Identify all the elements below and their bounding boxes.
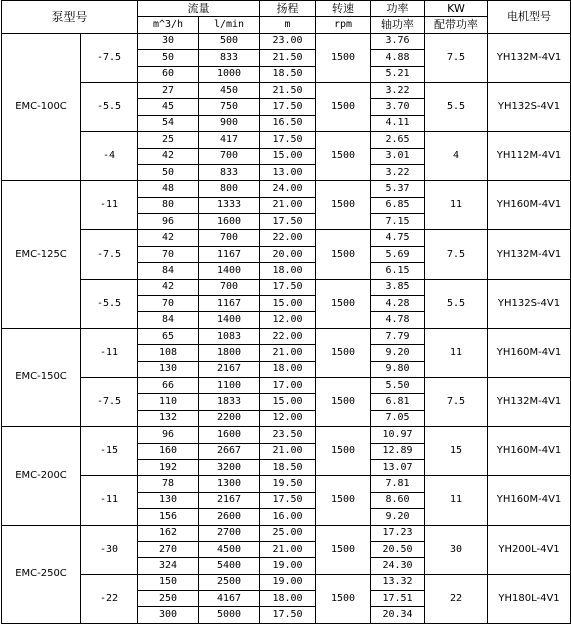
- pump-model-cell: EMC-200C: [2, 427, 81, 525]
- head-cell: 21.50: [260, 82, 316, 98]
- flow-m3h-cell: 66: [138, 377, 199, 393]
- table-row: [2, 33, 571, 49]
- flow-m3h-cell: 250: [138, 591, 199, 607]
- matched-power-cell: 5.5: [425, 82, 488, 131]
- matched-power-cell: 4: [425, 132, 488, 181]
- head-cell: 17.50: [260, 492, 316, 508]
- flow-lmin-cell: 500: [199, 33, 260, 49]
- matched-power-cell: 22: [425, 574, 488, 623]
- header-power: 功率: [371, 1, 425, 17]
- motor-model-cell: YH200L-4V1: [488, 525, 571, 574]
- head-cell: 21.50: [260, 50, 316, 66]
- flow-lmin-cell: 833: [199, 164, 260, 180]
- motor-model-cell: YH160M-4V1: [488, 328, 571, 377]
- flow-m3h-cell: 162: [138, 525, 199, 541]
- matched-power-cell: 11: [425, 476, 488, 525]
- trim-cell: -7.5: [81, 377, 138, 426]
- speed-cell: 1500: [316, 427, 371, 476]
- pump-spec-table: [1, 0, 571, 624]
- header-head-unit: m: [260, 17, 316, 33]
- speed-cell: 1500: [316, 230, 371, 279]
- head-cell: 22.00: [260, 328, 316, 344]
- shaft-power-cell: 3.22: [371, 164, 425, 180]
- head-cell: 24.00: [260, 181, 316, 197]
- speed-cell: 1500: [316, 181, 371, 230]
- header-head: 扬程: [260, 1, 316, 17]
- motor-model-cell: YH132M-4V1: [488, 33, 571, 82]
- flow-lmin-cell: 700: [199, 279, 260, 295]
- flow-m3h-cell: 27: [138, 82, 199, 98]
- shaft-power-cell: 5.37: [371, 181, 425, 197]
- shaft-power-cell: 20.50: [371, 541, 425, 557]
- speed-cell: 1500: [316, 574, 371, 623]
- head-cell: 17.50: [260, 214, 316, 230]
- flow-m3h-cell: 110: [138, 394, 199, 410]
- trim-cell: -15: [81, 427, 138, 476]
- speed-cell: 1500: [316, 132, 371, 181]
- flow-lmin-cell: 4500: [199, 541, 260, 557]
- shaft-power-cell: 9.20: [371, 509, 425, 525]
- trim-cell: -7.5: [81, 33, 138, 82]
- head-cell: 23.50: [260, 427, 316, 443]
- shaft-power-cell: 24.30: [371, 558, 425, 574]
- head-cell: 12.00: [260, 312, 316, 328]
- flow-m3h-cell: 25: [138, 132, 199, 148]
- pump-model-cell: EMC-250C: [2, 525, 81, 623]
- flow-lmin-cell: 1333: [199, 197, 260, 213]
- trim-cell: -5.5: [81, 279, 138, 328]
- flow-lmin-cell: 1083: [199, 328, 260, 344]
- flow-lmin-cell: 700: [199, 230, 260, 246]
- head-cell: 17.00: [260, 377, 316, 393]
- shaft-power-cell: 4.75: [371, 230, 425, 246]
- flow-m3h-cell: 80: [138, 197, 199, 213]
- trim-cell: -30: [81, 525, 138, 574]
- head-cell: 18.00: [260, 361, 316, 377]
- trim-cell: -11: [81, 328, 138, 377]
- shaft-power-cell: 5.69: [371, 246, 425, 262]
- table-row: [2, 525, 571, 541]
- flow-m3h-cell: 70: [138, 246, 199, 262]
- motor-model-cell: YH160M-4V1: [488, 427, 571, 476]
- flow-lmin-cell: 1800: [199, 345, 260, 361]
- flow-lmin-cell: 1600: [199, 427, 260, 443]
- flow-lmin-cell: 2200: [199, 410, 260, 426]
- head-cell: 15.00: [260, 296, 316, 312]
- flow-m3h-cell: 130: [138, 361, 199, 377]
- motor-model-cell: YH160M-4V1: [488, 476, 571, 525]
- table-row: [2, 574, 571, 590]
- shaft-power-cell: 13.07: [371, 459, 425, 475]
- header-flow-m3h: m^3/h: [138, 17, 199, 33]
- speed-cell: 1500: [316, 279, 371, 328]
- pump-model-cell: EMC-100C: [2, 33, 81, 181]
- shaft-power-cell: 12.89: [371, 443, 425, 459]
- header-matched-power: 配带功率: [425, 17, 488, 33]
- shaft-power-cell: 9.80: [371, 361, 425, 377]
- head-cell: 21.00: [260, 345, 316, 361]
- matched-power-cell: 5.5: [425, 279, 488, 328]
- shaft-power-cell: 13.32: [371, 574, 425, 590]
- flow-m3h-cell: 96: [138, 427, 199, 443]
- head-cell: 18.50: [260, 459, 316, 475]
- trim-cell: -4: [81, 132, 138, 181]
- flow-lmin-cell: 1167: [199, 296, 260, 312]
- head-cell: 17.50: [260, 607, 316, 623]
- flow-lmin-cell: 4167: [199, 591, 260, 607]
- head-cell: 19.00: [260, 574, 316, 590]
- head-cell: 21.00: [260, 197, 316, 213]
- shaft-power-cell: 3.76: [371, 33, 425, 49]
- motor-model-cell: YH132S-4V1: [488, 82, 571, 131]
- flow-lmin-cell: 2500: [199, 574, 260, 590]
- flow-lmin-cell: 1400: [199, 263, 260, 279]
- shaft-power-cell: 4.28: [371, 296, 425, 312]
- flow-m3h-cell: 30: [138, 33, 199, 49]
- flow-lmin-cell: 833: [199, 50, 260, 66]
- flow-m3h-cell: 300: [138, 607, 199, 623]
- flow-m3h-cell: 84: [138, 263, 199, 279]
- flow-lmin-cell: 5400: [199, 558, 260, 574]
- flow-m3h-cell: 96: [138, 214, 199, 230]
- motor-model-cell: YH132S-4V1: [488, 279, 571, 328]
- table-row: [2, 181, 571, 197]
- trim-cell: -5.5: [81, 82, 138, 131]
- head-cell: 25.00: [260, 525, 316, 541]
- shaft-power-cell: 10.97: [371, 427, 425, 443]
- speed-cell: 1500: [316, 377, 371, 426]
- speed-cell: 1500: [316, 82, 371, 131]
- head-cell: 21.00: [260, 541, 316, 557]
- flow-lmin-cell: 417: [199, 132, 260, 148]
- trim-cell: -22: [81, 574, 138, 623]
- flow-m3h-cell: 42: [138, 148, 199, 164]
- head-cell: 22.00: [260, 230, 316, 246]
- matched-power-cell: 30: [425, 525, 488, 574]
- table-row: [2, 328, 571, 344]
- flow-lmin-cell: 700: [199, 148, 260, 164]
- head-cell: 15.00: [260, 394, 316, 410]
- head-cell: 16.50: [260, 115, 316, 131]
- table-row: [2, 377, 571, 393]
- flow-lmin-cell: 2167: [199, 492, 260, 508]
- motor-model-cell: YH132M-4V1: [488, 230, 571, 279]
- flow-lmin-cell: 1100: [199, 377, 260, 393]
- head-cell: 19.00: [260, 558, 316, 574]
- shaft-power-cell: 6.81: [371, 394, 425, 410]
- matched-power-cell: 7.5: [425, 230, 488, 279]
- flow-m3h-cell: 50: [138, 50, 199, 66]
- flow-lmin-cell: 2167: [199, 361, 260, 377]
- head-cell: 12.00: [260, 410, 316, 426]
- trim-cell: -7.5: [81, 230, 138, 279]
- speed-cell: 1500: [316, 328, 371, 377]
- shaft-power-cell: 4.11: [371, 115, 425, 131]
- flow-lmin-cell: 3200: [199, 459, 260, 475]
- head-cell: 20.00: [260, 246, 316, 262]
- shaft-power-cell: 5.21: [371, 66, 425, 82]
- flow-lmin-cell: 800: [199, 181, 260, 197]
- matched-power-cell: 11: [425, 328, 488, 377]
- flow-m3h-cell: 130: [138, 492, 199, 508]
- shaft-power-cell: 6.15: [371, 263, 425, 279]
- flow-m3h-cell: 132: [138, 410, 199, 426]
- table-row: [2, 279, 571, 295]
- head-cell: 13.00: [260, 164, 316, 180]
- head-cell: 18.50: [260, 66, 316, 82]
- flow-m3h-cell: 70: [138, 296, 199, 312]
- speed-cell: 1500: [316, 476, 371, 525]
- head-cell: 18.00: [260, 591, 316, 607]
- shaft-power-cell: 9.20: [371, 345, 425, 361]
- trim-cell: -11: [81, 476, 138, 525]
- table-row: [2, 476, 571, 492]
- flow-m3h-cell: 192: [138, 459, 199, 475]
- matched-power-cell: 11: [425, 181, 488, 230]
- shaft-power-cell: 4.78: [371, 312, 425, 328]
- trim-cell: -11: [81, 181, 138, 230]
- shaft-power-cell: 3.85: [371, 279, 425, 295]
- flow-m3h-cell: 150: [138, 574, 199, 590]
- header-speed-unit: rpm: [316, 17, 371, 33]
- flow-lmin-cell: 1000: [199, 66, 260, 82]
- motor-model-cell: YH180L-4V1: [488, 574, 571, 623]
- shaft-power-cell: 7.81: [371, 476, 425, 492]
- flow-m3h-cell: 60: [138, 66, 199, 82]
- head-cell: 21.00: [260, 443, 316, 459]
- flow-lmin-cell: 450: [199, 82, 260, 98]
- shaft-power-cell: 17.51: [371, 591, 425, 607]
- shaft-power-cell: 20.34: [371, 607, 425, 623]
- flow-lmin-cell: 1300: [199, 476, 260, 492]
- flow-m3h-cell: 270: [138, 541, 199, 557]
- shaft-power-cell: 6.85: [371, 197, 425, 213]
- flow-m3h-cell: 324: [138, 558, 199, 574]
- flow-m3h-cell: 156: [138, 509, 199, 525]
- flow-lmin-cell: 2667: [199, 443, 260, 459]
- flow-lmin-cell: 1600: [199, 214, 260, 230]
- flow-m3h-cell: 54: [138, 115, 199, 131]
- header-motor-model: 电机型号: [488, 1, 571, 34]
- flow-m3h-cell: 65: [138, 328, 199, 344]
- shaft-power-cell: 3.70: [371, 99, 425, 115]
- header-power-unit: KW: [425, 1, 488, 17]
- header-flow: 流量: [138, 1, 260, 17]
- matched-power-cell: 7.5: [425, 33, 488, 82]
- table-row: [2, 82, 571, 98]
- flow-lmin-cell: 5000: [199, 607, 260, 623]
- table-row: [2, 427, 571, 443]
- speed-cell: 1500: [316, 33, 371, 82]
- shaft-power-cell: 5.50: [371, 377, 425, 393]
- pump-model-cell: EMC-150C: [2, 328, 81, 426]
- motor-model-cell: YH132M-4V1: [488, 377, 571, 426]
- head-cell: 17.50: [260, 279, 316, 295]
- header-speed: 转速: [316, 1, 371, 17]
- flow-m3h-cell: 84: [138, 312, 199, 328]
- shaft-power-cell: 7.79: [371, 328, 425, 344]
- head-cell: 17.50: [260, 99, 316, 115]
- flow-lmin-cell: 900: [199, 115, 260, 131]
- flow-m3h-cell: 42: [138, 230, 199, 246]
- flow-m3h-cell: 45: [138, 99, 199, 115]
- motor-model-cell: YH160M-4V1: [488, 181, 571, 230]
- flow-lmin-cell: 750: [199, 99, 260, 115]
- matched-power-cell: 15: [425, 427, 488, 476]
- flow-lmin-cell: 1400: [199, 312, 260, 328]
- head-cell: 17.50: [260, 132, 316, 148]
- shaft-power-cell: 17.23: [371, 525, 425, 541]
- flow-m3h-cell: 42: [138, 279, 199, 295]
- flow-lmin-cell: 2700: [199, 525, 260, 541]
- table-row: [2, 230, 571, 246]
- pump-model-cell: EMC-125C: [2, 181, 81, 329]
- header-row-1: [2, 1, 571, 17]
- head-cell: 15.00: [260, 148, 316, 164]
- shaft-power-cell: 7.05: [371, 410, 425, 426]
- head-cell: 19.50: [260, 476, 316, 492]
- flow-m3h-cell: 50: [138, 164, 199, 180]
- shaft-power-cell: 7.15: [371, 214, 425, 230]
- head-cell: 18.00: [260, 263, 316, 279]
- header-flow-lmin: l/min: [199, 17, 260, 33]
- head-cell: 16.00: [260, 509, 316, 525]
- shaft-power-cell: 3.01: [371, 148, 425, 164]
- flow-m3h-cell: 78: [138, 476, 199, 492]
- motor-model-cell: YH112M-4V1: [488, 132, 571, 181]
- shaft-power-cell: 3.22: [371, 82, 425, 98]
- table-row: [2, 132, 571, 148]
- header-shaft-power: 轴功率: [371, 17, 425, 33]
- speed-cell: 1500: [316, 525, 371, 574]
- flow-m3h-cell: 48: [138, 181, 199, 197]
- shaft-power-cell: 2.65: [371, 132, 425, 148]
- flow-lmin-cell: 2600: [199, 509, 260, 525]
- flow-m3h-cell: 160: [138, 443, 199, 459]
- shaft-power-cell: 4.88: [371, 50, 425, 66]
- head-cell: 23.00: [260, 33, 316, 49]
- shaft-power-cell: 8.60: [371, 492, 425, 508]
- flow-lmin-cell: 1167: [199, 246, 260, 262]
- flow-m3h-cell: 108: [138, 345, 199, 361]
- header-pump-model: 泵型号: [2, 1, 138, 34]
- matched-power-cell: 7.5: [425, 377, 488, 426]
- flow-lmin-cell: 1833: [199, 394, 260, 410]
